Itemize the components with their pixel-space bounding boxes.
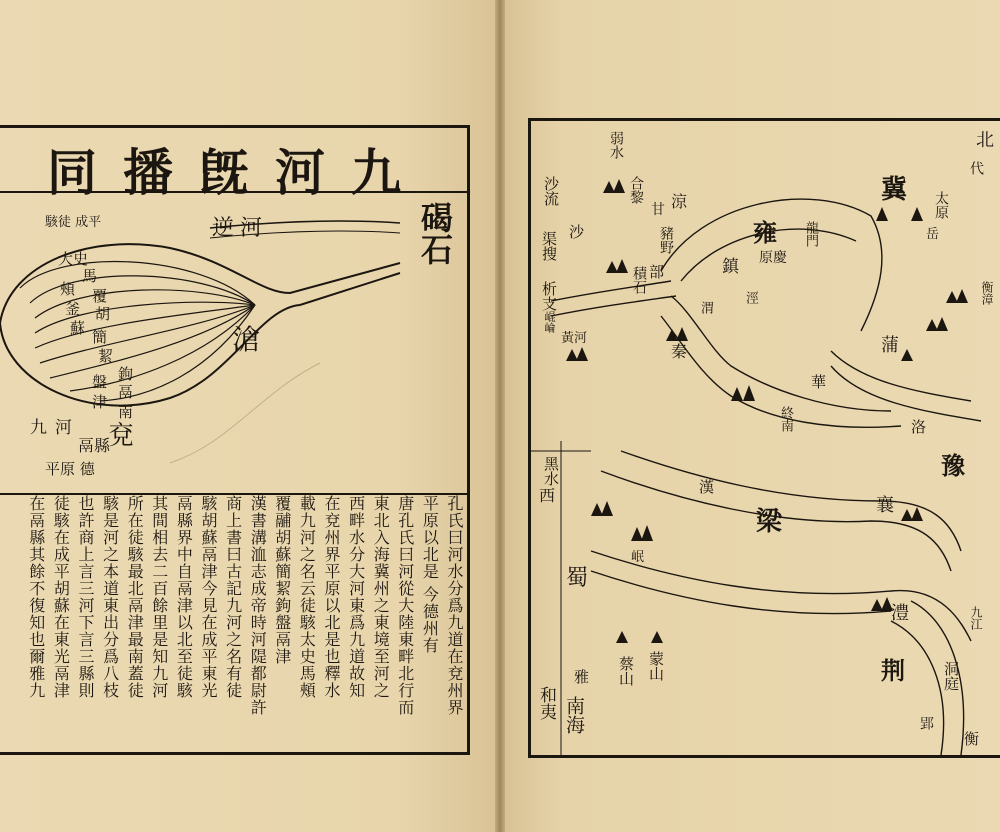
commentary-column: 商上書曰古記九河之名有徒 <box>223 495 243 699</box>
map-kunlun: 崐崘 <box>543 311 556 333</box>
label-su: 蘇 <box>70 319 86 337</box>
map-taiyuan: 太原 <box>933 191 949 219</box>
map-huashan: 華 <box>811 373 827 391</box>
map-bei: 北 <box>976 130 994 151</box>
map-zhuye: 豬野 <box>658 226 674 254</box>
map-jishi: 積石 <box>631 266 647 294</box>
map-yue: 岳 <box>926 227 940 242</box>
commentary-column: 在兗州界平原以北是也釋水 <box>322 495 341 699</box>
map-hengzhang: 衡漳 <box>980 281 994 305</box>
map-bu: 部 <box>649 263 665 281</box>
map-pu: 蒲 <box>881 335 899 356</box>
commentary-column: 覆鬴胡蘇簡絜鉤盤鬲津 <box>272 495 292 665</box>
map-xizhi: 析支 <box>540 281 558 311</box>
label-jie: 絜 <box>98 347 114 365</box>
map-shaliu: 沙流 <box>542 176 560 206</box>
map-jingshui: 涇 <box>743 291 758 304</box>
map-shu: 蜀 <box>566 566 589 591</box>
label-jia: 頰 <box>60 280 76 298</box>
commentary-column: 也許商上言三河下言三縣則 <box>76 495 95 699</box>
map-heihe: 黃河 <box>561 331 588 346</box>
book-gutter <box>495 0 505 832</box>
commentary-column: 在鬲縣其餘不復知也爾雅九 <box>26 495 46 699</box>
map-mengshan: 蒙山 <box>647 651 665 681</box>
commentary-column: 駭胡蘇鬲津今見在成平東光 <box>199 495 218 699</box>
label-cheng: 成 <box>75 215 89 230</box>
map-ruoshui: 弱水 <box>608 131 624 159</box>
map-qusou: 渠搜 <box>540 231 558 261</box>
commentary-column: 平原以北是 今德州有 <box>420 495 440 655</box>
label-de: 德 <box>79 460 95 478</box>
page-title: 九河旣播同 <box>47 143 427 202</box>
label-ge: 鬲 <box>118 383 134 401</box>
map-zhen: 鎮 <box>718 257 738 274</box>
commentary-column: 駭是河之本道東出分爲八枝 <box>100 495 120 699</box>
map-ya: 雅 <box>572 669 590 684</box>
label-fu: 覆 <box>92 287 108 305</box>
label-chengping <box>45 211 101 230</box>
label-yan: 兗 <box>108 421 135 451</box>
nine-rivers-diagram <box>0 193 470 493</box>
label-tu: 徒 <box>58 215 72 230</box>
label-pan: 盤 <box>92 373 108 391</box>
label-cang: 滄 <box>232 323 261 356</box>
commentary-column: 所在徒駭最北鬲津最南蓋徒 <box>125 495 145 699</box>
map-li: 澧 <box>891 603 909 624</box>
map-qing: 慶 <box>773 250 787 266</box>
map-yan-ying: 郢 <box>918 716 934 730</box>
commentary-column: 徒駭在成平胡蘇在東光鬲津 <box>51 495 71 699</box>
label-ma: 馬 <box>82 267 98 285</box>
map-yu: 豫 <box>941 451 965 480</box>
commentary-column: 孔氏曰河水分爲九道在兗州界 <box>445 495 464 716</box>
map-han: 漢 <box>699 478 715 496</box>
map-yong: 雍 <box>753 218 777 247</box>
map-luo: 洛 <box>911 418 927 436</box>
commentary-column: 漢書溝洫志成帝時河隄都尉許 <box>248 495 268 716</box>
map-min: 岷 <box>631 550 645 565</box>
label-dashi: 大史 <box>58 250 89 268</box>
map-xi: 西 <box>539 486 556 505</box>
label-nan: 南 <box>118 403 134 421</box>
label-ge-county: 鬲縣 <box>78 436 111 455</box>
map-yan-heng: 衡 <box>962 731 980 746</box>
label-pingyuan: 平原 <box>45 460 76 478</box>
map-jizhou: 冀 <box>881 175 908 205</box>
map-qin: 秦 <box>671 342 688 361</box>
label-ping: 平 <box>88 215 102 230</box>
map-longmen: 龍門 <box>803 221 818 247</box>
map-liang2: 梁 <box>756 507 783 537</box>
yu-gong-map <box>531 121 1000 755</box>
commentary-column: 其間相去二百餘里是知九河 <box>149 495 169 699</box>
map-jiujiang: 九江 <box>969 606 983 630</box>
map-heyi: 和夷 <box>536 686 556 720</box>
map-nanhai: 南海 <box>563 696 585 734</box>
commentary-column: 東北入海冀州之東境至河之 <box>371 495 391 699</box>
label-jin: 津 <box>92 393 108 411</box>
map-hele: 合黎 <box>628 176 644 204</box>
commentary-column: 西畔水分大河東爲九道故知 <box>346 495 366 699</box>
label-jieshi: 碣石 <box>416 201 454 265</box>
map-zhongnan: 終南 <box>778 406 793 432</box>
label-fu2: 釜 <box>65 300 81 318</box>
map-caishan: 蔡山 <box>617 656 635 686</box>
map-xiang: 襄 <box>876 495 894 516</box>
map-dai: 代 <box>968 161 984 175</box>
label-nihe: 逆河 <box>212 216 269 241</box>
commentary-column: 載九河之名云徒駭太史馬頰 <box>297 495 317 699</box>
map-liang1: 涼 <box>671 192 688 211</box>
commentary-column: 鬲縣界中自鬲津以北至徒駭 <box>174 495 194 699</box>
commentary-column: 唐孔氏曰河從大陸東畔北行而 <box>395 495 415 716</box>
label-pingyuan-de <box>45 458 95 479</box>
map-sha: 沙 <box>569 223 585 241</box>
label-hu: 胡 <box>95 305 111 323</box>
label-gou: 鉤 <box>118 365 134 383</box>
map-yuan: 原 <box>759 250 773 266</box>
label-jiuhe: 九河 <box>30 418 80 438</box>
map-heishui: 黑水 <box>542 456 560 486</box>
label-hai: 駭 <box>45 215 59 230</box>
label-jian: 簡 <box>92 328 108 346</box>
map-ganzhou: 甘 <box>651 202 665 218</box>
map-jing: 荆 <box>881 656 905 685</box>
map-weishui: 渭 <box>698 301 713 314</box>
map-dongting: 洞庭 <box>942 661 960 691</box>
